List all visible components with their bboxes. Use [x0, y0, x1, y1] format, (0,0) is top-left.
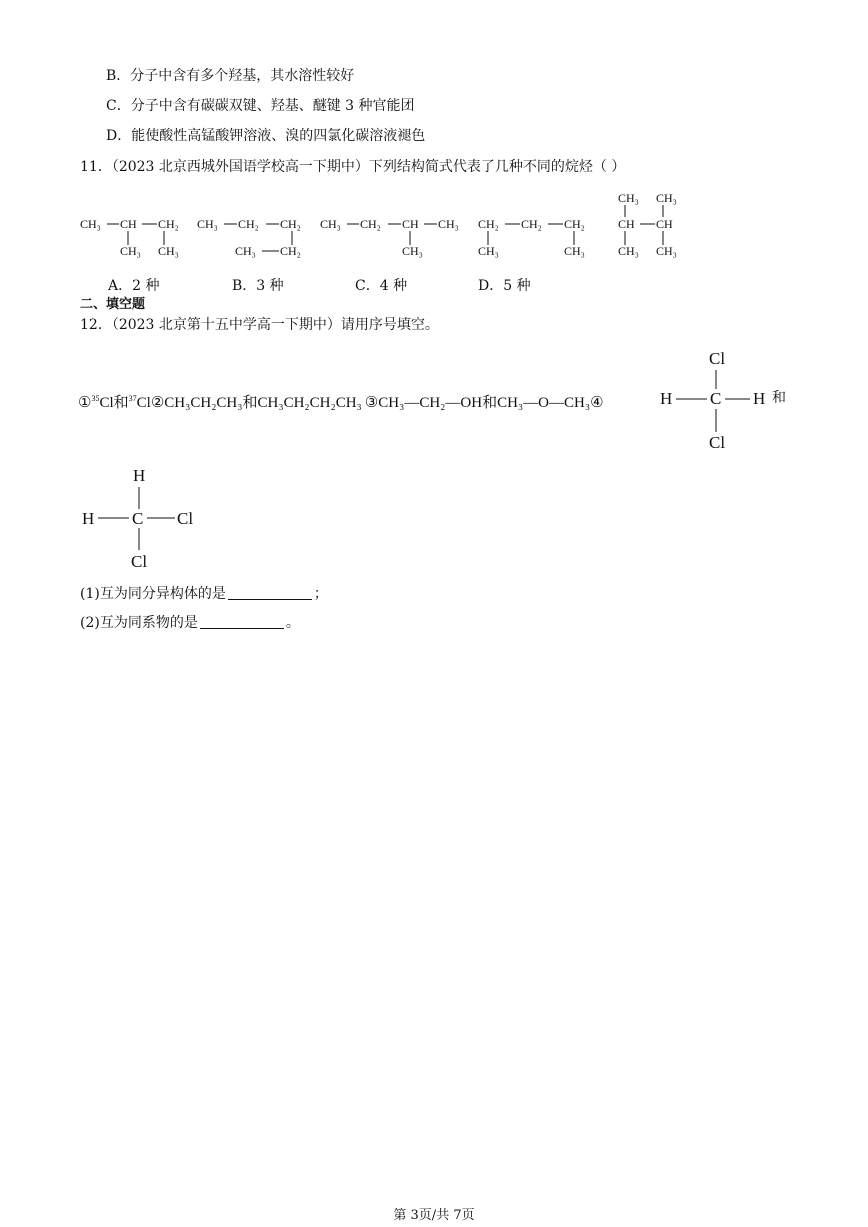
item1-mass1: 35	[91, 394, 100, 403]
item3-a3: OH	[460, 395, 483, 411]
m1-bottom: Cl	[709, 433, 726, 452]
item3-b2: O	[538, 395, 550, 411]
m2-top: H	[133, 466, 146, 485]
m1-left: H	[660, 389, 673, 408]
q12-sub1-text: (1)互为同分异构体的是	[80, 586, 226, 602]
s2-b2: CH₂	[280, 244, 301, 258]
q11-stem: 11．（2023 北京西城外国语学校高一下期中）下列结构简式代表了几种不同的烷烃（ ）	[80, 159, 626, 175]
q12-sub1	[80, 585, 328, 603]
s1-c2: CH	[120, 217, 137, 231]
s3-b1: CH₃	[402, 244, 423, 258]
m2-right: Cl	[177, 509, 194, 528]
s3-c4: CH₃	[438, 217, 459, 231]
s5-t2: CH₃	[656, 191, 677, 205]
s4-b1: CH₃	[478, 244, 499, 258]
item3-b1: CH₃	[497, 395, 524, 411]
item1-mass2: 37	[128, 394, 137, 403]
m2-bottom: Cl	[131, 552, 148, 571]
section-title: 二、填空题	[80, 297, 146, 312]
item1-num: ①	[78, 395, 92, 411]
q11-option-a: A．2 种	[108, 278, 160, 294]
s4-c3: CH₂	[564, 217, 585, 231]
q12-bonds	[0, 340, 868, 580]
s4-c2: CH₂	[521, 217, 542, 231]
item4-num: ④	[590, 395, 604, 411]
q10-option-d: D．能使酸性高锰酸钾溶液、溴的四氯化碳溶液褪色	[106, 128, 426, 144]
item3-and: 和	[482, 395, 498, 411]
s2-c2: CH₂	[238, 217, 259, 231]
item3-bond4: —	[549, 395, 565, 411]
item3-bond1: —	[404, 395, 420, 411]
item2-and: 和	[242, 395, 258, 411]
s5-bt2: CH₃	[656, 244, 677, 258]
q12-sub2	[80, 614, 300, 632]
item3-bond2: —	[445, 395, 461, 411]
q10-option-c: C．分子中含有碳碳双键、羟基、醚键 3 种官能团	[106, 98, 415, 114]
s2-c1: CH₃	[197, 217, 218, 231]
m2-left: H	[82, 509, 95, 528]
item2-a: CH₃CH₂CH₃	[164, 395, 243, 411]
s5-c2: CH	[656, 217, 673, 231]
q12-sub2-end: 。	[285, 615, 300, 631]
s1-c3: CH₂	[158, 217, 179, 231]
q11-option-d: D．5 种	[478, 278, 531, 294]
q11-option-b: B．3 种	[232, 278, 284, 294]
s1-b1: CH₃	[120, 244, 141, 258]
s4-c1: CH₂	[478, 217, 499, 231]
answer-blank-1[interactable]	[228, 585, 312, 600]
q11-option-c: C．4 种	[355, 278, 408, 294]
item3-a2: CH₂	[419, 395, 446, 411]
s3-c1: CH₃	[320, 217, 341, 231]
item2-b: CH₃CH₂CH₂CH₃	[257, 395, 362, 411]
item1-and: 和	[113, 395, 129, 411]
m1-right: H	[753, 389, 766, 408]
m1-center: C	[710, 389, 722, 408]
s5-c1: CH	[618, 217, 635, 231]
q12-stem: 12．（2023 北京第十五中学高一下期中）请用序号填空。	[80, 317, 439, 333]
m2-center: C	[132, 509, 144, 528]
page-footer: 第 3页/共 7页	[393, 1208, 475, 1223]
s2-b1: CH₃	[235, 244, 256, 258]
s5-bt1: CH₃	[618, 244, 639, 258]
item3-b3: CH₃	[564, 395, 591, 411]
q10-option-b: B．分子中含有多个羟基，其水溶性较好	[106, 68, 355, 84]
q11-bonds	[0, 0, 868, 300]
item2-num: ②	[150, 395, 165, 411]
answer-blank-2[interactable]	[200, 614, 284, 629]
s1-b2: CH₃	[158, 244, 179, 258]
item3-a1: CH₃	[378, 395, 405, 411]
q12-sub2-text: (2)互为同系物的是	[80, 615, 198, 631]
q12-sub1-end: ；	[313, 586, 328, 602]
item3-num: ③	[364, 395, 379, 411]
item1-el1: Cl	[99, 395, 114, 411]
s1-c1: CH₃	[80, 217, 101, 231]
s2-c3: CH₂	[280, 217, 301, 231]
m1-top: Cl	[709, 349, 726, 368]
s5-t1: CH₃	[618, 191, 639, 205]
s3-c2: CH₂	[360, 217, 381, 231]
item3-bond3: —	[523, 395, 539, 411]
s4-b2: CH₃	[564, 244, 585, 258]
s3-c3: CH	[402, 217, 419, 231]
item1-el2: Cl	[136, 395, 151, 411]
item4-and: 和	[772, 391, 786, 406]
